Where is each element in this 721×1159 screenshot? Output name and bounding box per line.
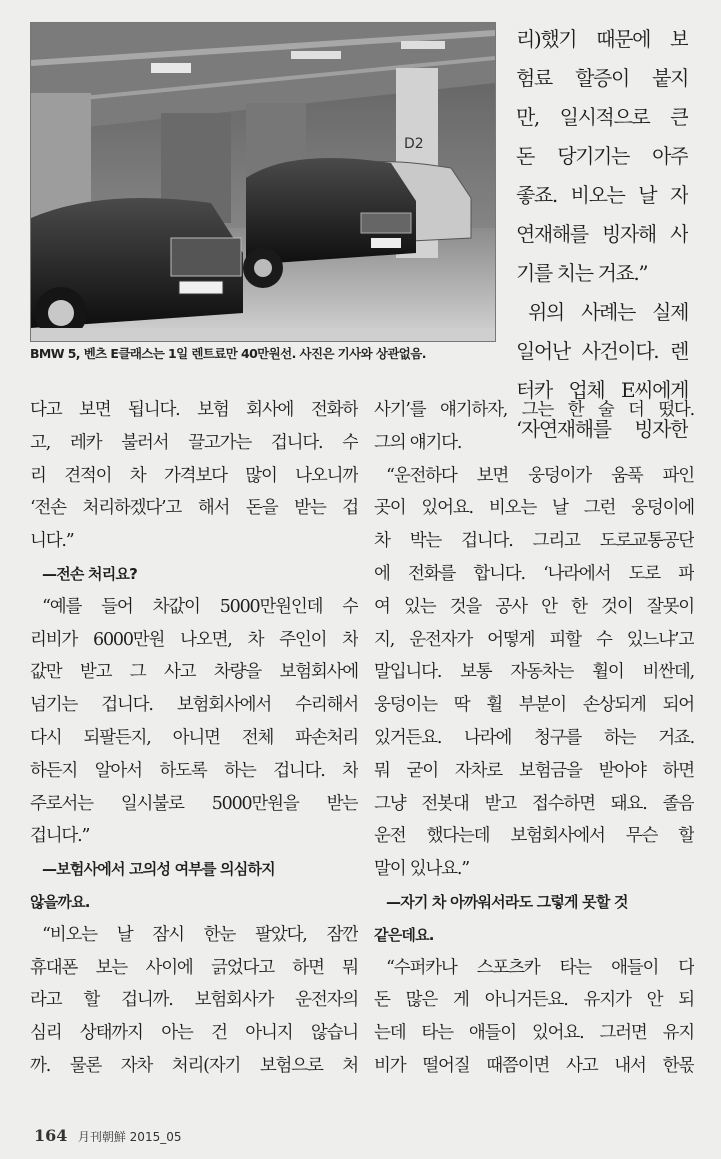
text-line: 값만 받고 그 사고 차량을 보험회사에 bbox=[30, 662, 358, 683]
svg-text:D2: D2 bbox=[404, 136, 424, 152]
text-line: 위의 사례는 실제 bbox=[528, 300, 688, 324]
text-line: 말입니다. 보통 자동차는 휠이 비싼데, bbox=[374, 662, 694, 683]
top-right-column bbox=[516, 20, 688, 449]
text-line: 일어난 사건이다. 렌 bbox=[516, 339, 688, 363]
cars-in-parking-garage-image bbox=[31, 23, 495, 341]
text-line: 주로서는 일시불로 5000만원을 받는 bbox=[30, 793, 358, 814]
interview-question: —자기 차 아까워서라도 그렇게 못할 것 bbox=[386, 892, 628, 911]
text-line: 그의 얘기다. bbox=[374, 432, 462, 453]
text-line: 험료 할증이 붙지 bbox=[516, 66, 688, 90]
text-line: 까. 물론 자차 처리(자기 보험으로 처 bbox=[30, 1055, 358, 1076]
text-line: 다시 되팔든지, 아니면 전체 파손처리 bbox=[30, 727, 358, 748]
text-line: “예를 들어 차값이 5000만원인데 수 bbox=[42, 596, 358, 617]
text-line: 겁니다.” bbox=[30, 826, 90, 847]
text-line: ‘전손 처리하겠다’고 해서 돈을 받는 겁 bbox=[30, 498, 358, 519]
text-line: 고, 레카 불러서 끌고가는 겁니다. 수 bbox=[30, 432, 358, 453]
text-line: 사기’를 얘기하자, 그는 한 술 더 떴다. bbox=[374, 400, 694, 420]
text-line: 터카 업체 E씨에게 bbox=[516, 378, 688, 402]
text-line: 만, 일시적으로 큰 bbox=[516, 105, 688, 129]
text-line: 차 박는 겁니다. 그리고 도로교통공단 bbox=[374, 531, 694, 552]
magazine-issue: 月刊朝鮮 2015_05 bbox=[77, 1130, 182, 1144]
text-line: 심리 상태까지 아는 건 아니지 않습니 bbox=[30, 1023, 358, 1044]
text-line: 좋죠. 비오는 날 자 bbox=[516, 183, 688, 207]
text-line: “운전하다 보면 웅덩이가 움푹 파인 bbox=[386, 465, 694, 486]
text-line: 라고 할 겁니까. 보험회사가 운전자의 bbox=[30, 990, 358, 1011]
interview-question: 않을까요. bbox=[30, 892, 90, 911]
photo-caption: BMW 5, 벤츠 E클래스는 1일 렌트료만 40만원선. 사진은 기사와 상관없음. bbox=[30, 346, 426, 361]
text-line: 기를 치는 거죠.” bbox=[516, 261, 648, 285]
interview-question: —전손 처리요? bbox=[42, 564, 137, 583]
text-line: 다고 보면 됩니다. 보험 회사에 전화하 bbox=[30, 400, 358, 420]
text-line: 니다.” bbox=[30, 531, 74, 552]
text-line: 하든지 알아서 하도록 하는 겁니다. 차 bbox=[30, 760, 358, 781]
text-line: 지, 운전자가 어떻게 피할 수 있느냐’고 bbox=[374, 629, 694, 650]
text-line: 그냥 전봇대 받고 접수하면 돼요. 졸음 bbox=[374, 793, 694, 814]
right-column bbox=[374, 394, 694, 1083]
text-line: 말이 있나요.” bbox=[374, 859, 469, 880]
text-line: 웅덩이는 딱 휠 부분이 손상되게 되어 bbox=[374, 695, 694, 716]
text-line: “비오는 날 잠시 한눈 팔았다, 잠깐 bbox=[42, 924, 358, 945]
text-line: 돈 당기기는 아주 bbox=[516, 144, 688, 168]
text-line: 비가 떨어질 때쯤이면 사고 내서 한몫 bbox=[374, 1055, 694, 1076]
text-line: 리 견적이 차 가격보다 많이 나오니까 bbox=[30, 465, 358, 486]
text-line: 곳이 있어요. 비오는 날 그런 웅덩이에 bbox=[374, 498, 694, 519]
text-line: ‘자연재해를 빙자한 bbox=[516, 417, 688, 441]
text-line: 연재해를 빙자해 사 bbox=[516, 222, 688, 246]
interview-question: 같은데요. bbox=[374, 925, 434, 944]
text-line: 넘기는 겁니다. 보험회사에서 수리해서 bbox=[30, 695, 358, 716]
parking-garage-photo bbox=[30, 22, 496, 342]
text-line: 여 있는 것을 공사 안 한 것이 잘못이 bbox=[374, 596, 694, 617]
text-line: 있거든요. 나라에 청구를 하는 거죠. bbox=[374, 727, 694, 748]
text-line: 리비가 6000만원 나오면, 차 주인이 차 bbox=[30, 629, 358, 650]
text-line: 휴대폰 보는 사이에 긁었다고 하면 뭐 bbox=[30, 957, 358, 978]
text-line: 는데 타는 애들이 있어요. 그러면 유지 bbox=[374, 1023, 694, 1044]
page-number: 164 bbox=[34, 1126, 68, 1145]
text-line: 리)했기 때문에 보 bbox=[516, 27, 688, 51]
page-footer bbox=[34, 1126, 181, 1145]
left-column bbox=[30, 394, 358, 1083]
text-line: 운전 했다는데 보험회사에서 무슨 할 bbox=[374, 826, 694, 847]
text-line: 뭐 굳이 자차로 보험금을 받아야 하면 bbox=[374, 760, 694, 781]
interview-question: —보험사에서 고의성 여부를 의심하지 bbox=[42, 860, 275, 879]
text-line: 에 전화를 합니다. ‘나라에서 도로 파 bbox=[374, 563, 694, 584]
text-line: 돈 많은 게 아니거든요. 유지가 안 되 bbox=[374, 990, 694, 1011]
text-line: “수퍼카나 스포츠카 타는 애들이 다 bbox=[386, 957, 694, 978]
